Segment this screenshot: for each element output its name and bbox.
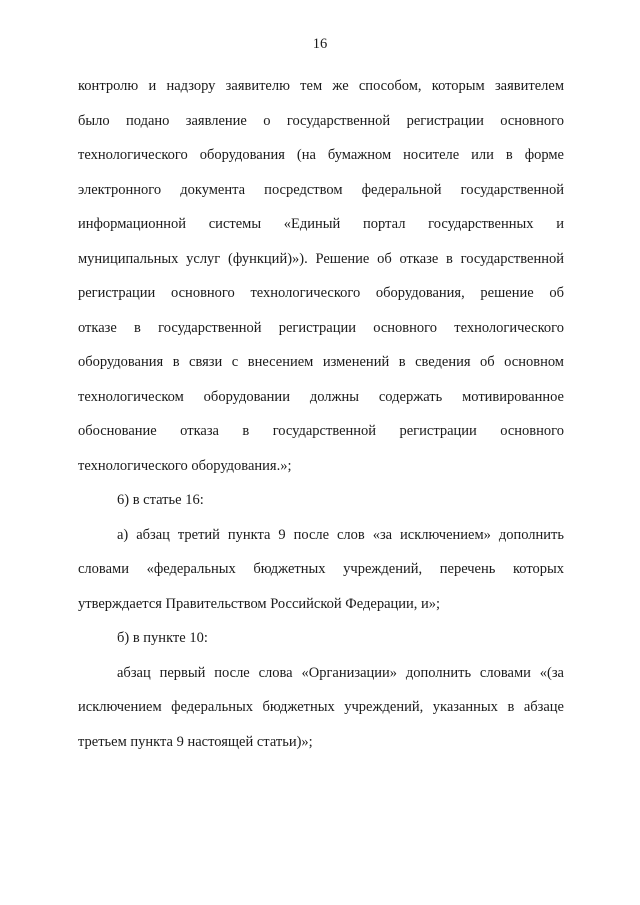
text-line: б) в пункте 10:	[117, 630, 208, 646]
text-line: было подано заявление о государственной регистрации основного	[78, 113, 564, 129]
text-line: контролю и надзору заявителю тем же способом, которым заявителем	[78, 78, 564, 94]
text-line: муниципальных услуг (функций)»). Решение об отказе в государственной	[78, 251, 564, 267]
text-line: а) абзац третий пункта 9 после слов «за исключением» дополнить	[117, 527, 564, 543]
text-line: 6) в статье 16:	[117, 492, 204, 508]
text-line: оборудования в связи с внесением изменений в сведения об основном	[78, 354, 564, 370]
text-line: регистрации основного технологического оборудования, решение об	[78, 285, 564, 301]
text-line: технологического оборудования.»;	[78, 458, 292, 474]
text-line: абзац первый после слова «Организации» дополнить словами «(за	[117, 665, 564, 681]
text-line: обоснование отказа в государственной регистрации основного	[78, 423, 564, 439]
text-line: отказе в государственной регистрации основного технологического	[78, 320, 564, 336]
text-line: технологического оборудования (на бумажном носителе или в форме	[78, 147, 564, 163]
text-line: электронного документа посредством федеральной государственной	[78, 182, 564, 198]
page-number: 16	[312, 36, 328, 52]
text-line: технологическом оборудовании должны содержать мотивированное	[78, 389, 564, 405]
text-line: утверждается Правительством Российской Федерации, и»;	[78, 596, 441, 612]
text-line: словами «федеральных бюджетных учреждений, перечень которых	[78, 561, 564, 577]
text-line: третьем пункта 9 настоящей статьи)»;	[78, 734, 313, 750]
text-line: исключением федеральных бюджетных учреждений, указанных в абзаце	[78, 699, 564, 715]
text-line: информационной системы «Единый портал государственных и	[78, 216, 564, 232]
